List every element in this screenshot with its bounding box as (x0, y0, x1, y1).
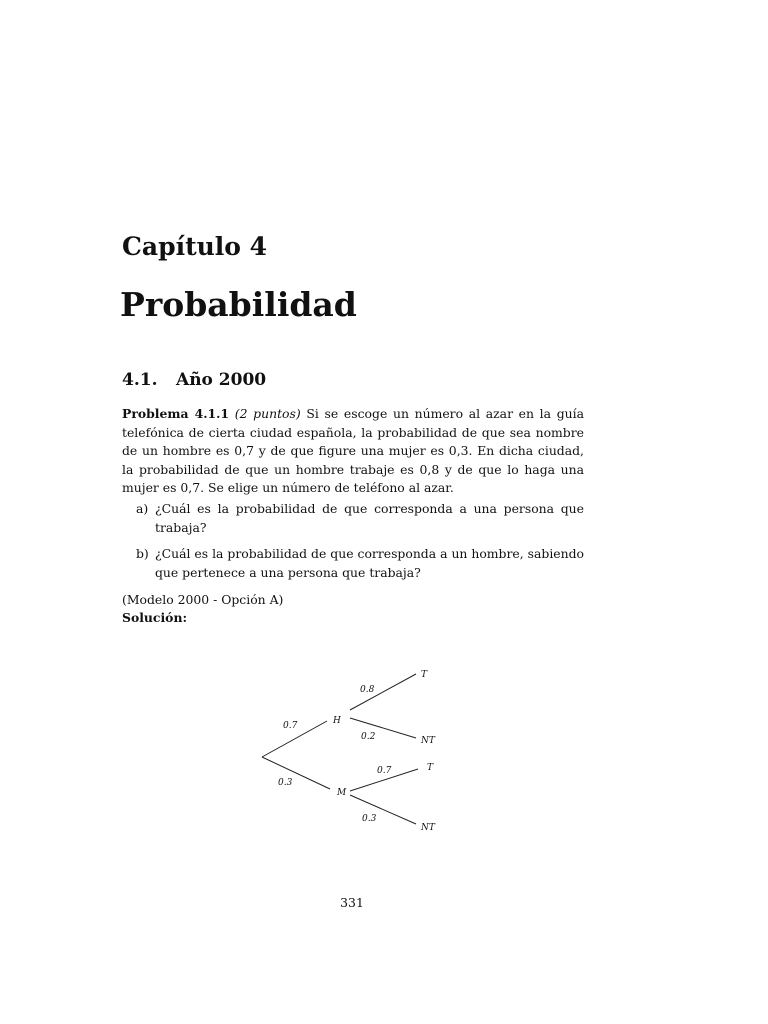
prob-woman-not-works: 0.3 (362, 814, 377, 824)
question-a-text: ¿Cuál es la probabilidad de que corresponda a una persona que trabaja? (155, 501, 584, 535)
question-a-marker: a) (136, 501, 149, 516)
chapter-title: Probabilidad (120, 285, 357, 324)
question-b-text: ¿Cuál es la probabilidad de que corresponda a un hombre, sabiendo que pertenece a una persona que trabaja? (155, 546, 584, 580)
node-man-not-works: NT (421, 736, 435, 746)
prob-woman: 0.3 (278, 778, 293, 788)
node-woman-not-works: NT (421, 823, 435, 833)
problem-points: (2 puntos) (234, 406, 301, 421)
solution-label: Solución: (122, 610, 188, 625)
node-man: H (333, 716, 341, 726)
prob-man: 0.7 (283, 721, 298, 731)
node-woman: M (337, 788, 347, 798)
branch-woman-not-works (350, 795, 416, 824)
branch-root-woman (262, 757, 330, 789)
prob-man-not-works: 0.2 (361, 732, 376, 742)
section-number: 4.1. (122, 370, 158, 390)
question-b-marker: b) (136, 546, 149, 561)
branch-man-not-works (350, 718, 416, 738)
node-man-works: T (421, 670, 428, 680)
section-title: Año 2000 (176, 370, 267, 390)
chapter-label: Capítulo 4 (122, 232, 268, 261)
prob-man-works: 0.8 (360, 685, 375, 695)
problem-label: Problema 4.1.1 (122, 406, 230, 421)
problem-text: Si se escoge un número al azar en la guía telefónica de cierta ciudad española, la probabilidad de que sea nombre de un hombre es 0,7 y de que figure una mujer es 0,3. En dicha ciudad, la probabilidad de que un hombre trabaje es 0,8 y de que lo haga una mujer es 0,7. Se elige un número de teléfono al azar. (122, 406, 584, 495)
node-woman-works: T (427, 763, 434, 773)
prob-woman-works: 0.7 (377, 766, 392, 776)
problem-source: (Modelo 2000 - Opción A) (122, 592, 284, 607)
page-number: 331 (340, 895, 364, 910)
